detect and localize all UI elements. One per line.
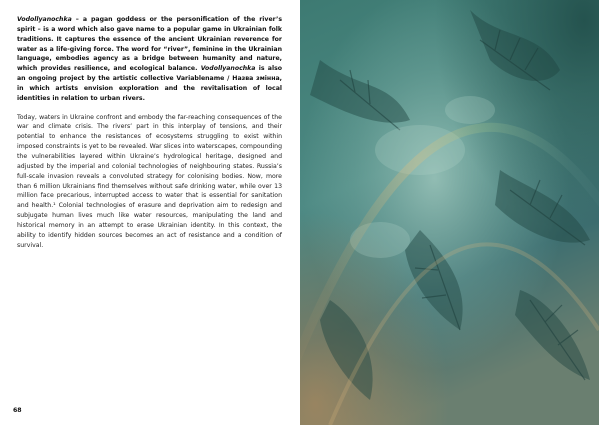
river-photo	[300, 0, 599, 425]
intro-text-1: – a pagan goddess or the personification of the river’s spirit – is a word which also gave name to a popular game in Ukrainian folk traditions. It captures the essence of the ancient Ukrainian reverence for water as a life-giving force. The word for “river”, feminine in the Ukrainian language, embodies agency as a bridge between humanity and nature, which provides resilience, and ecological balance.	[17, 16, 282, 73]
intro-term-1: Vodollyanochka	[17, 16, 72, 23]
text-column	[17, 15, 282, 250]
intro-paragraph	[17, 15, 282, 104]
intro-term-2: Vodollyanochka	[200, 65, 256, 73]
page-number: 68	[13, 407, 22, 414]
intro-text-2: is also an ongoing project by the artistic collective Variablename / Назва змінна, in which artists envision exploration and the revitalisation of local identities in relation to urban rivers.	[17, 65, 283, 102]
river-photo-image	[300, 0, 599, 425]
body-paragraph: Today, waters in Ukraine confront and embody the far-reaching consequences of the war and climate crisis. The rivers’ part in this interplay of tensions, and their potential to enhance the resistances of ecosystems struggling to exist within imposed constraints is yet to be revealed. War slices into waterscapes, compounding the vulnerabilities layered within Ukraine’s hydrological heritage, designed and adjusted by the imperial and colonial technologies of neighbouring states. Russia’s full-scale invasion reveals a convoluted strategy for colonising bodies. Now, more than 6 million Ukrainians find themselves without safe drinking water, while over 13 million face precarious, interrupted access to water that is essential for sanitation and health.¹ Colonial technologies of erasure and deprivation aim to redesign and subjugate human lives much like water resources, manipulating the land and historical memory in an attempt to erase Ukrainian identity. In this context, the ability to identify hidden sources becomes an act of resistance and a condition of survival.	[17, 113, 282, 249]
